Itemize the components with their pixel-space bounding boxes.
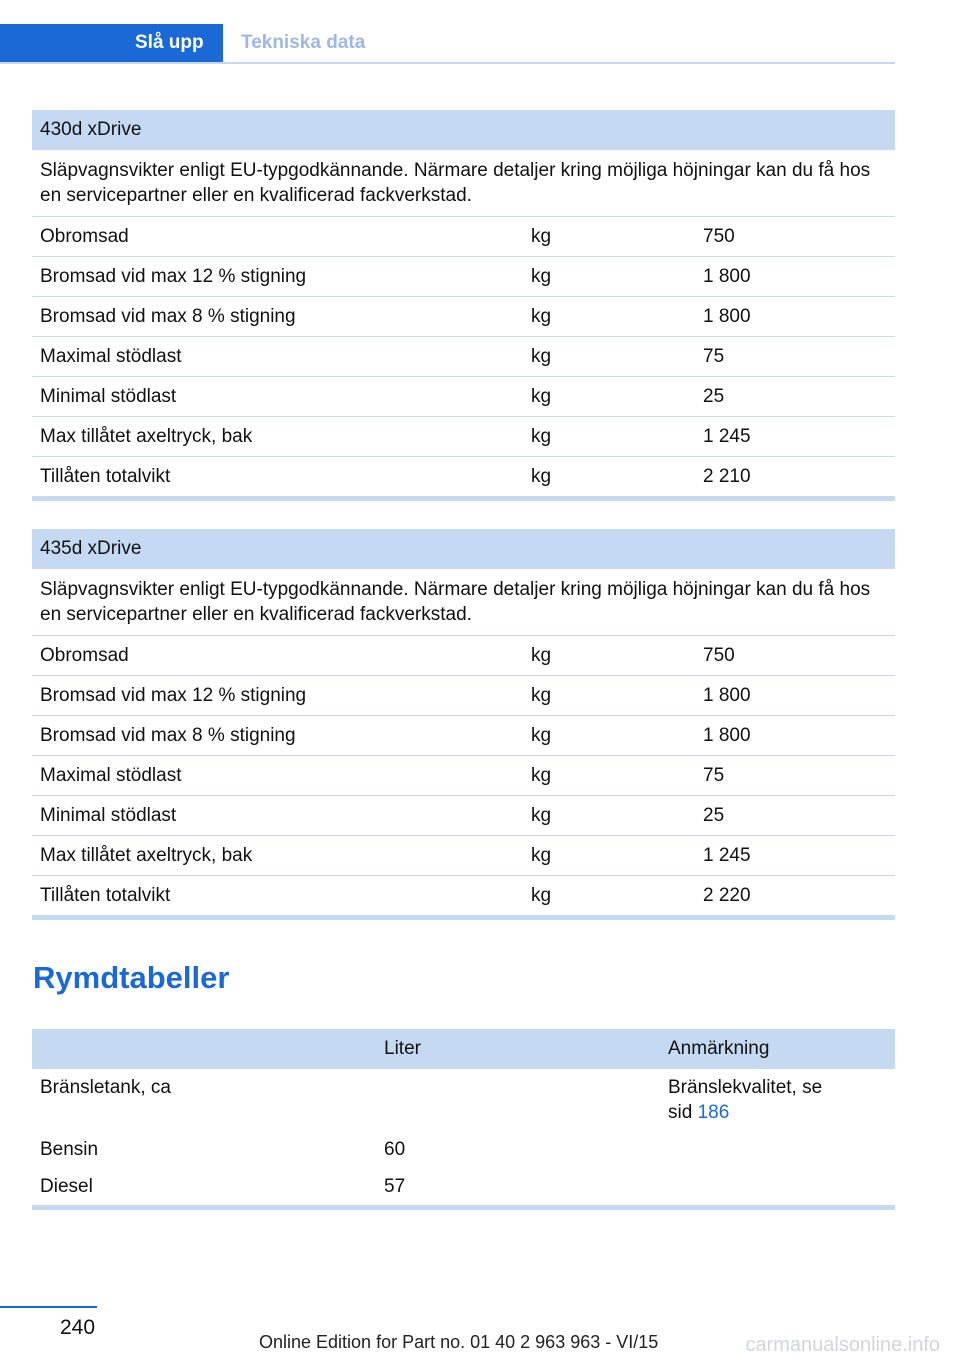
model-heading: 430d xDrive — [32, 110, 895, 150]
table-row: Bromsad vid max 8 % stigning kg 1 800 — [32, 716, 895, 756]
table-row: Obromsad kg 750 — [32, 217, 895, 257]
note-cell: Bränslekvalitet, se sid 186 — [668, 1077, 823, 1123]
table-row: Bromsad vid max 8 % stigning kg 1 800 — [32, 297, 895, 337]
volume-table — [32, 1029, 895, 1210]
table-row: Bensin 60 — [40, 1139, 406, 1160]
column-header — [32, 1029, 376, 1069]
column-header: Anmärkning — [660, 1029, 895, 1069]
table-row: Bränsletank, ca Bränslekvalitet, se sid 186 — [32, 1069, 895, 1131]
table-row: Maximal stödlast kg 75 — [32, 756, 895, 796]
page-number: 240 — [60, 1316, 96, 1339]
header-tabs — [0, 24, 895, 64]
edition-text: Online Edition for Part no. 01 40 2 963 963 - VI/15 — [259, 1332, 659, 1352]
table-row: Bromsad vid max 12 % stigning kg 1 800 — [32, 676, 895, 716]
table-row: Tillåten totalvikt kg 2 220 — [32, 876, 895, 918]
page-reference-link[interactable]: 186 — [697, 1102, 730, 1123]
tab-sla-upp[interactable]: Slå upp — [0, 24, 223, 62]
section-title: Rymdtabeller — [33, 960, 230, 995]
table-row: Obromsad kg 750 — [32, 636, 895, 676]
table-header-row — [32, 1029, 895, 1069]
table-row: Max tillåtet axeltryck, bak kg 1 245 — [32, 417, 895, 457]
trailer-weights-table-435d — [32, 529, 895, 920]
table-description: Släpvagnsvikter enligt EU-typgodkännande. Närmare detaljer kring möjliga höjningar kan du få hos en servicepartner eller en kvalificerad fackverkstad. — [32, 150, 895, 217]
table-description: Släpvagnsvikter enligt EU-typgodkännande. Närmare detaljer kring möjliga höjningar kan du få hos en servicepartner eller en kvalificerad fackverkstad. — [32, 569, 895, 636]
trailer-weights-table-430d — [32, 110, 895, 501]
table-row: Diesel 57 — [32, 1168, 895, 1208]
watermark: carmanualsonline.info — [745, 1334, 940, 1356]
table-row: Max tillåtet axeltryck, bak kg 1 245 — [32, 836, 895, 876]
table-row: Bromsad vid max 12 % stigning kg 1 800 — [32, 257, 895, 297]
column-header: Liter — [376, 1029, 660, 1069]
table-row: Minimal stödlast kg 25 — [32, 796, 895, 836]
table-row: Minimal stödlast kg 25 — [32, 377, 895, 417]
model-heading: 435d xDrive — [32, 529, 895, 569]
table-row: Maximal stödlast kg 75 — [32, 337, 895, 377]
table-row: Tillåten totalvikt kg 2 210 — [32, 457, 895, 499]
tab-tekniska-data[interactable]: Tekniska data — [241, 32, 366, 53]
footer-divider — [0, 1306, 97, 1308]
